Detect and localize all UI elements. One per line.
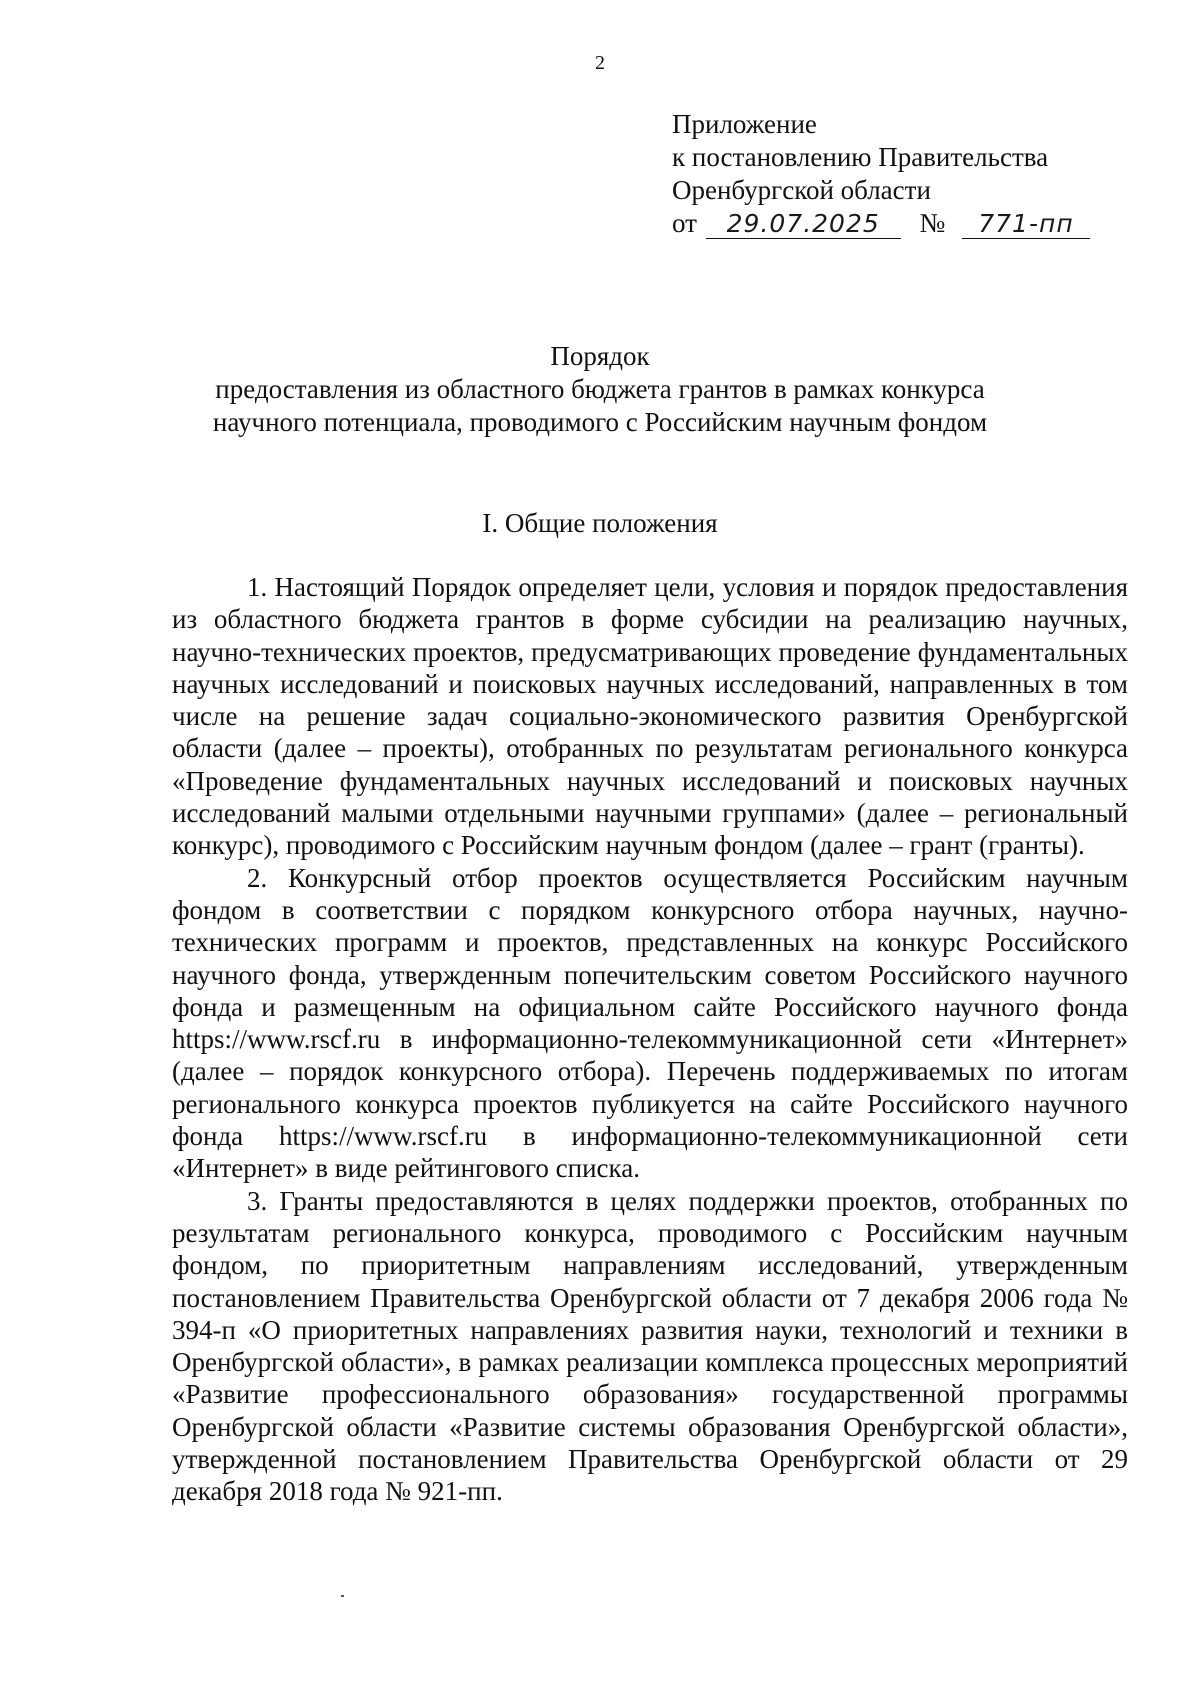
paragraph-1: 1. Настоящий Порядок определяет цели, условия и порядок предоставления из областного бюджета грантов в форме субсидии на реализацию научных, научно-технических проектов, предусматривающих проведение фундаментальных научных исследований и поисковых научных исследований, направленных в том числе на решение задач социально-экономического развития Оренбургской области (далее – проекты), отобранных по результатам регионального конкурса «Проведение фундаментальных научных исследований и поисковых научных исследований малыми отдельными научными группами» (далее – региональный конкурс), проводимого с Российским научным фондом (далее – грант (гранты). xyxy=(172,572,1128,861)
appendix-resolution-line: к постановлению Правительства xyxy=(672,142,1049,172)
scan-speck xyxy=(341,1595,344,1597)
paragraph-3: 3. Гранты предоставляются в целях поддержки проектов, отобранных по результатам регионального конкурса, проводимого с Российским научным фондом, по приоритетным направлениям исследований, утвержденным постановлением Правительства Оренбургской области от 7 декабря 2006 года № 394-п «О приоритетных направлениях развития науки, технологий и техники в Оренбургской области», в рамках реализации комплекса процессных мероприятий «Развитие профессионального образования» государственной программы Оренбургской области «Развитие системы образования Оренбургской области», утвержденной постановлением Правительства Оренбургской области от 29 декабря 2018 года № 921-пп. xyxy=(172,1185,1128,1507)
section-heading: I. Общие положения xyxy=(482,508,718,538)
appendix-header xyxy=(672,108,1092,240)
title-line-1: Порядок xyxy=(550,341,650,371)
body-text xyxy=(172,571,1128,1508)
title-line-2: предоставления из областного бюджета грантов в рамках конкурса xyxy=(215,374,985,404)
page-number: 2 xyxy=(595,52,605,74)
document-title xyxy=(150,340,1050,439)
handwritten-number: 771-пп xyxy=(962,210,1090,239)
date-prefix: от xyxy=(672,208,697,238)
appendix-region-line: Оренбургской области xyxy=(672,175,931,205)
handwritten-date: 29.07.2025 xyxy=(706,210,901,239)
title-line-3: научного потенциала, проводимого с Российским научным фондом xyxy=(212,407,988,437)
number-sign: № xyxy=(919,208,946,238)
paragraph-2: 2. Конкурсный отбор проектов осуществляется Российским научным фондом в соответствии с порядком конкурсного отбора научных, научно-технических программ и проектов, представленных на конкурс Российского научного фонда, утвержденным попечительским советом Российского научного фонда и размещенным на официальном сайте Российского научного фонда https://www.rscf.ru в информационно-телекоммуникационной сети «Интернет» (далее – порядок конкурсного отбора). Перечень поддерживаемых по итогам регионального конкурса проектов публикуется на сайте Российского научного фонда https://www.rscf.ru в информационно-телекоммуникационной сети «Интернет» в виде рейтингового списка. xyxy=(172,862,1128,1184)
appendix-title: Приложение xyxy=(672,109,817,139)
appendix-date-number-line xyxy=(672,207,1092,240)
